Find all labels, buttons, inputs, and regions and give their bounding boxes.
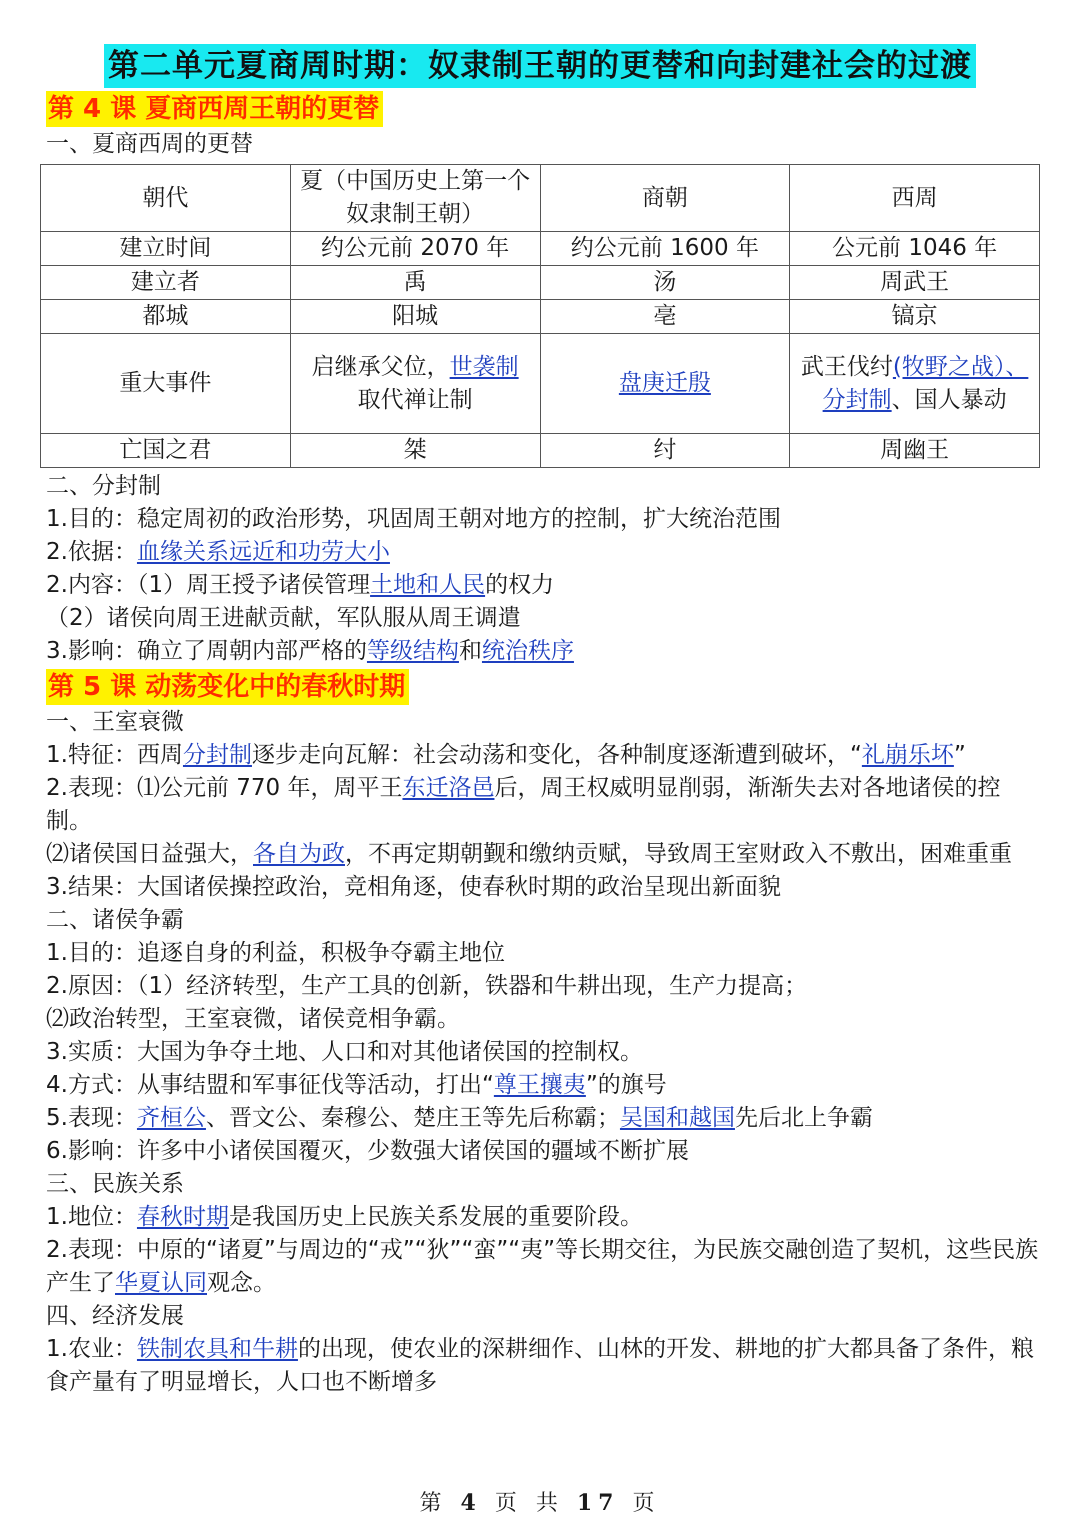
text-span: ，不再定期朝觐和缴纳贡赋，导致周王室财政入不敷出，困难重重	[345, 841, 1012, 867]
text-span: 武王伐纣	[800, 353, 893, 380]
keyword: 土地和人民	[370, 572, 486, 598]
keyword: 世袭制	[449, 353, 519, 380]
table-cell: 桀	[290, 434, 540, 468]
decline-result: 3.结果：大国诸侯操控政治，竞相角逐，使春秋时期的政治呈现出新面貌	[46, 874, 781, 900]
text-span: 4.方式：从事结盟和军事征伐等活动，打出“	[46, 1072, 494, 1098]
text-span: 先后北上争霸	[734, 1105, 873, 1131]
table-cell: 亡国之君	[41, 434, 291, 468]
economy-agriculture	[46, 1333, 1046, 1399]
text-span: 、晋文公、秦穆公、楚庄王等先后称霸；	[205, 1105, 620, 1131]
text-span: 2.内容：（1）周王授予诸侯管理	[46, 572, 371, 598]
text-span: 、国人暴动	[891, 386, 1007, 413]
keyword: (牧野之战）、	[892, 353, 1029, 380]
content	[46, 90, 1046, 1399]
text-span: ”	[953, 742, 966, 768]
keyword: 尊王攘夷	[493, 1072, 586, 1098]
keyword: 春秋时期	[136, 1204, 229, 1230]
text-span: 的权力	[485, 572, 555, 598]
unit-title: 第二单元夏商周时期：奴隶制王朝的更替和向封建社会的过渡	[104, 44, 976, 88]
events-label: 重大事件	[41, 334, 291, 434]
table-cell: 周幽王	[790, 434, 1040, 468]
footer-text: 第	[419, 1491, 448, 1516]
table-cell: 汤	[540, 266, 790, 300]
header-dynasty: 朝代	[41, 165, 291, 232]
keyword: 等级结构	[366, 638, 459, 664]
table-row	[41, 266, 1040, 300]
table-cell: 纣	[540, 434, 790, 468]
decline-feature	[46, 739, 1046, 772]
keyword: 各自为政	[253, 841, 345, 867]
text-span: ⑵诸侯国日益强大，	[46, 841, 253, 867]
table-cell: 镐京	[790, 300, 1040, 334]
keyword: 分封制	[822, 386, 892, 413]
ethnic-manifestation	[46, 1234, 1046, 1300]
table-cell: 约公元前 2070 年	[290, 232, 540, 266]
lesson5-section3-heading: 三、民族关系	[46, 1171, 184, 1197]
unit-title-wrap	[0, 44, 1080, 88]
table-row	[41, 434, 1040, 468]
events-xia	[290, 334, 540, 434]
hegemony-impact: 6.影响：许多中小诸侯国覆灭，少数强大诸侯国的疆域不断扩展	[46, 1138, 689, 1164]
page-number: 4	[460, 1490, 482, 1516]
keyword: 血缘关系远近和功劳大小	[136, 539, 390, 565]
hegemony-purpose: 1.目的：追逐自身的利益，积极争夺霸主地位	[46, 940, 505, 966]
events-shang	[540, 334, 790, 434]
footer-text: 页	[632, 1491, 661, 1516]
text-span: 1.地位：	[46, 1204, 137, 1230]
text-span: 是我国历史上民族关系发展的重要阶段。	[228, 1204, 643, 1230]
keyword: 统治秩序	[481, 638, 574, 664]
lesson5-heading	[46, 669, 1046, 707]
enfeoffment-content-1	[46, 569, 1046, 602]
hegemony-cause-1: 2.原因：（1）经济转型，生产工具的创新，铁器和牛耕出现，生产力提高；	[46, 973, 808, 999]
lesson5-section2-heading: 二、诸侯争霸	[46, 907, 184, 933]
hegemony-cause-2: ⑵政治转型，王室衰微，诸侯竞相争霸。	[46, 1006, 460, 1032]
hegemony-manifestation	[46, 1102, 1046, 1135]
table-cell: 禹	[290, 266, 540, 300]
keyword: 礼崩乐坏	[861, 742, 954, 768]
total-pages: 17	[576, 1490, 620, 1516]
enfeoffment-purpose: 1.目的：稳定周初的政治形势，巩固周王朝对地方的控制，扩大统治范围	[46, 506, 781, 532]
ethnic-status	[46, 1201, 1046, 1234]
keyword: 东迁洛邑	[402, 775, 495, 801]
header-xia: 夏（中国历史上第一个奴隶制王朝）	[290, 165, 540, 232]
keyword: 盘庚迁殷	[618, 370, 711, 396]
keyword: 吴国和越国	[619, 1105, 735, 1131]
table-row	[41, 232, 1040, 266]
table-cell: 建立者	[41, 266, 291, 300]
text-span: 逐步走向瓦解：社会动荡和变化，各种制度逐渐遭到破坏，“	[251, 742, 862, 768]
text-span: 观念。	[207, 1270, 276, 1296]
table-cell: 阳城	[290, 300, 540, 334]
lesson4-section2-heading: 二、分封制	[46, 473, 161, 499]
keyword: 齐桓公	[136, 1105, 206, 1131]
lesson5-section1-heading: 一、王室衰微	[46, 709, 184, 735]
enfeoffment-basis	[46, 536, 1046, 569]
page-footer	[0, 1486, 1080, 1517]
table-cell: 建立时间	[41, 232, 291, 266]
text-span: 1.特征：西周	[46, 742, 183, 768]
table-row-events	[41, 334, 1040, 434]
table-cell: 亳	[540, 300, 790, 334]
lesson4-section1-heading: 一、夏商西周的更替	[46, 131, 253, 157]
table-cell: 公元前 1046 年	[790, 232, 1040, 266]
enfeoffment-content-2: （2）诸侯向周王进献贡献，军队服从周王调遣	[46, 605, 521, 631]
table-cell: 周武王	[790, 266, 1040, 300]
header-western-zhou: 西周	[790, 165, 1040, 232]
header-shang: 商朝	[540, 165, 790, 232]
text-span: 的出现，使农业的深耕细作、山林的开发、耕地的扩大都具备了条件，粮食产量有了明显增长，人口也不断增多	[46, 1336, 1034, 1395]
text-span: 后，周王权威明显削弱，渐渐失去对各地诸侯的控制。	[46, 775, 1001, 834]
text-span: ”的旗号	[585, 1072, 667, 1098]
events-zhou	[790, 334, 1040, 434]
text-span: 启继承父位，	[311, 353, 450, 380]
keyword: 铁制农具和牛耕	[136, 1336, 298, 1362]
table-row	[41, 300, 1040, 334]
text-span: 2.依据：	[46, 539, 137, 565]
text-span: 2.表现：中原的“诸夏”与周边的“戎”“狄”“蛮”“夷”等长期交往，为民族交融创造了契机，这些民族产生了	[46, 1237, 1039, 1296]
keyword: 分封制	[182, 742, 252, 768]
text-span: 1.农业：	[46, 1336, 137, 1362]
decline-manifestation-1	[46, 772, 1046, 838]
enfeoffment-impact	[46, 635, 1046, 668]
lesson5-title: 第 5 课 动荡变化中的春秋时期	[46, 669, 409, 705]
text-span: 和	[458, 638, 482, 664]
text-span: 5.表现：	[46, 1105, 137, 1131]
text-span: 3.影响：确立了周朝内部严格的	[46, 638, 367, 664]
keyword: 华夏认同	[115, 1270, 207, 1296]
lesson4-title: 第 4 课 夏商西周王朝的更替	[46, 91, 383, 127]
table-cell: 约公元前 1600 年	[540, 232, 790, 266]
footer-text: 页 共	[494, 1491, 564, 1516]
lesson5-section4-heading: 四、经济发展	[46, 1303, 184, 1329]
hegemony-method	[46, 1069, 1046, 1102]
dynasty-table	[40, 164, 1040, 468]
table-header-row	[41, 165, 1040, 232]
table-cell: 都城	[41, 300, 291, 334]
lesson4-heading	[46, 91, 1046, 129]
text-span: 取代禅让制	[357, 386, 473, 413]
text-span: 2.表现：⑴公元前 770 年，周平王	[46, 775, 403, 801]
decline-manifestation-2	[46, 838, 1046, 871]
hegemony-essence: 3.实质：大国为争夺土地、人口和对其他诸侯国的控制权。	[46, 1039, 643, 1065]
